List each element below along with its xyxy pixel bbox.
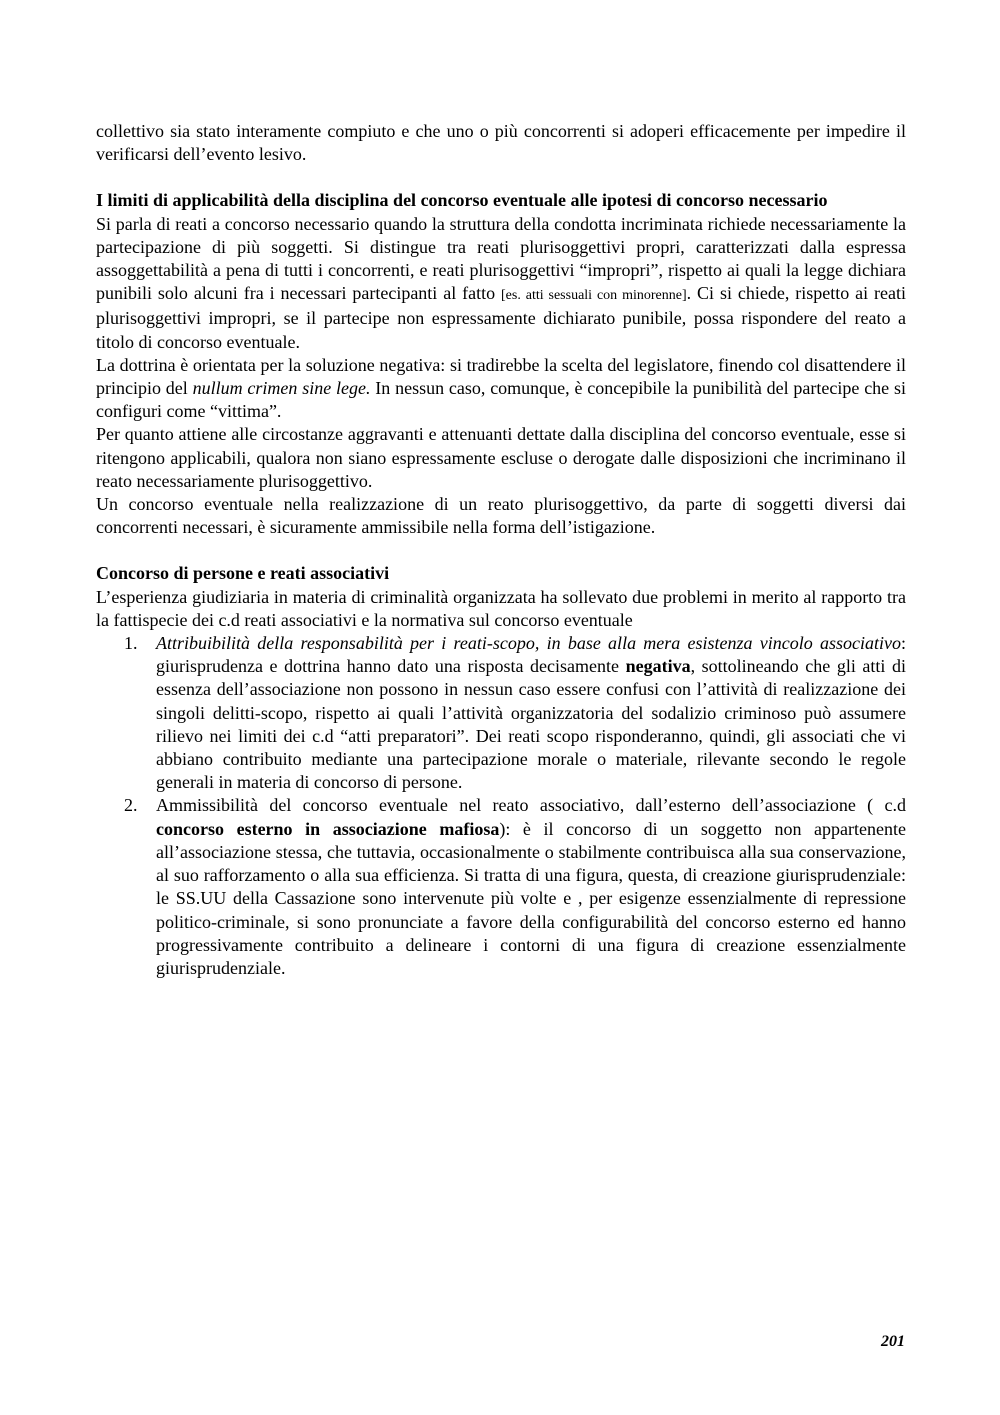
page-number: 201 xyxy=(881,1333,905,1350)
text-span: Si parla di reati a concorso necessario quando la struttura della condotta incriminata richiede necessariamente la partecipazione di più soggetti. Si distingue tra reati plurisoggettivi propri, caratterizzati dalla espressa assoggettabilità a pena di tutti i concorrenti, e reati plurisoggettivi “impropri”, rispetto ai quali la legge dichiara punibili solo alcuni fra i necessari partecipanti al fatto xyxy=(96,213,906,304)
list-number: 2. xyxy=(124,795,138,816)
list-number: 1. xyxy=(124,633,138,654)
item-title: Attribuibilità della responsabilità per i reati-scopo, in base alla mera esistenza vincolo associativo xyxy=(156,633,901,654)
paragraph-spacer xyxy=(96,539,906,562)
intro-paragraph: collettivo sia stato interamente compiuto e che uno o più concorrenti si adoperi efficacemente per impedire il verificarsi dell’evento lesivo. xyxy=(96,121,906,165)
section-heading-reati-associativi: Concorso di persone e reati associativi xyxy=(96,563,390,584)
paragraph-esperienza-giudiziaria: L’esperienza giudiziaria in materia di criminalità organizzata ha sollevato due problemi in merito al rapporto tra la fattispecie dei c.d reati associativi e la normativa sul concorso eventuale xyxy=(96,586,906,630)
list-item xyxy=(96,632,906,794)
text-span: Ammissibilità del concorso eventuale nel reato associativo, dall’esterno dell’associazione ( c.d xyxy=(156,795,906,816)
document-page xyxy=(96,120,906,980)
list-item xyxy=(96,794,906,980)
paragraph-concorso-necessario xyxy=(96,213,906,354)
paragraph-circostanze: Per quanto attiene alle circostanze aggravanti e attenuanti dettate dalla disciplina del concorso eventuale, esse si ritengono applicabili, qualora non siano espressamente escluse o derogate dalle disposizioni che incriminano il reato necessariamente plurisoggettivo. xyxy=(96,424,906,491)
text-span: . Ci si chiede, rispetto ai reati plurisoggettivi impropri, se il partecipe non espressamente dichiarato punibile, possa rispondere del reato a titolo di concorso eventuale. xyxy=(96,283,906,352)
numbered-list xyxy=(96,632,906,980)
paragraph-dottrina xyxy=(96,354,906,424)
text-span: : giurisprudenza e dottrina hanno dato una risposta decisamente xyxy=(156,633,906,677)
section-heading-concorso-necessario: I limiti di applicabilità della disciplina del concorso eventuale alle ipotesi di concorso necessario xyxy=(96,190,828,211)
example-note: [es. atti sessuali con minorenne] xyxy=(501,288,687,304)
text-span: La dottrina è orientata per la soluzione negativa: si tradirebbe la scelta del legislatore, finendo col disattendere il principio del xyxy=(96,354,906,399)
text-span: ): è il concorso di un soggetto non appartenente all’associazione stessa, che tuttavia, occasionalmente o stabilmente contribuisca alla sua conservazione, al suo rafforzamento o alla sua efficienza. Si tratta di una figura, questa, di creazione giurisprudenziale: le SS.UU della Cassazione sono intervenute più volte e , per esigenze essenzialmente di repressione politico-criminale, si sono pronunciate a favore della configurabilità del concorso esterno ed hanno progressivamente contribuito a delineare i contorni di una figura di creazione essenzialmente giurisprudenziale. xyxy=(156,818,906,978)
paragraph-spacer xyxy=(96,166,906,189)
paragraph-istigazione: Un concorso eventuale nella realizzazione di un reato plurisoggettivo, da parte di soggetti diversi dai concorrenti necessari, è sicuramente ammissibile nella forma dell’istigazione. xyxy=(96,494,906,538)
emphasis-text: concorso esterno in associazione mafiosa xyxy=(156,818,500,839)
text-span: , sottolineando che gli atti di essenza dell’associazione non possono in nessun caso essere confusi con l’attività di realizzazione dei singoli delitti-scopo, rispetto ai quali l’attività organizzatoria del sodalizio criminoso può assumere rilievo nei limiti dei c.d “atti preparatori”. Dei reati scopo risponderanno, quindi, gli associati che vi abbiano contribuito mediante una partecipazione morale o materiale, rilevante secondo le regole generali in materia di concorso di persone. xyxy=(156,656,906,793)
emphasis-text: negativa xyxy=(625,656,691,677)
latin-phrase: nullum crimen sine lege. xyxy=(192,378,371,399)
text-span: In nessun caso, comunque, è concepibile la punibilità del partecipe che si configuri come “vittima”. xyxy=(96,378,906,422)
